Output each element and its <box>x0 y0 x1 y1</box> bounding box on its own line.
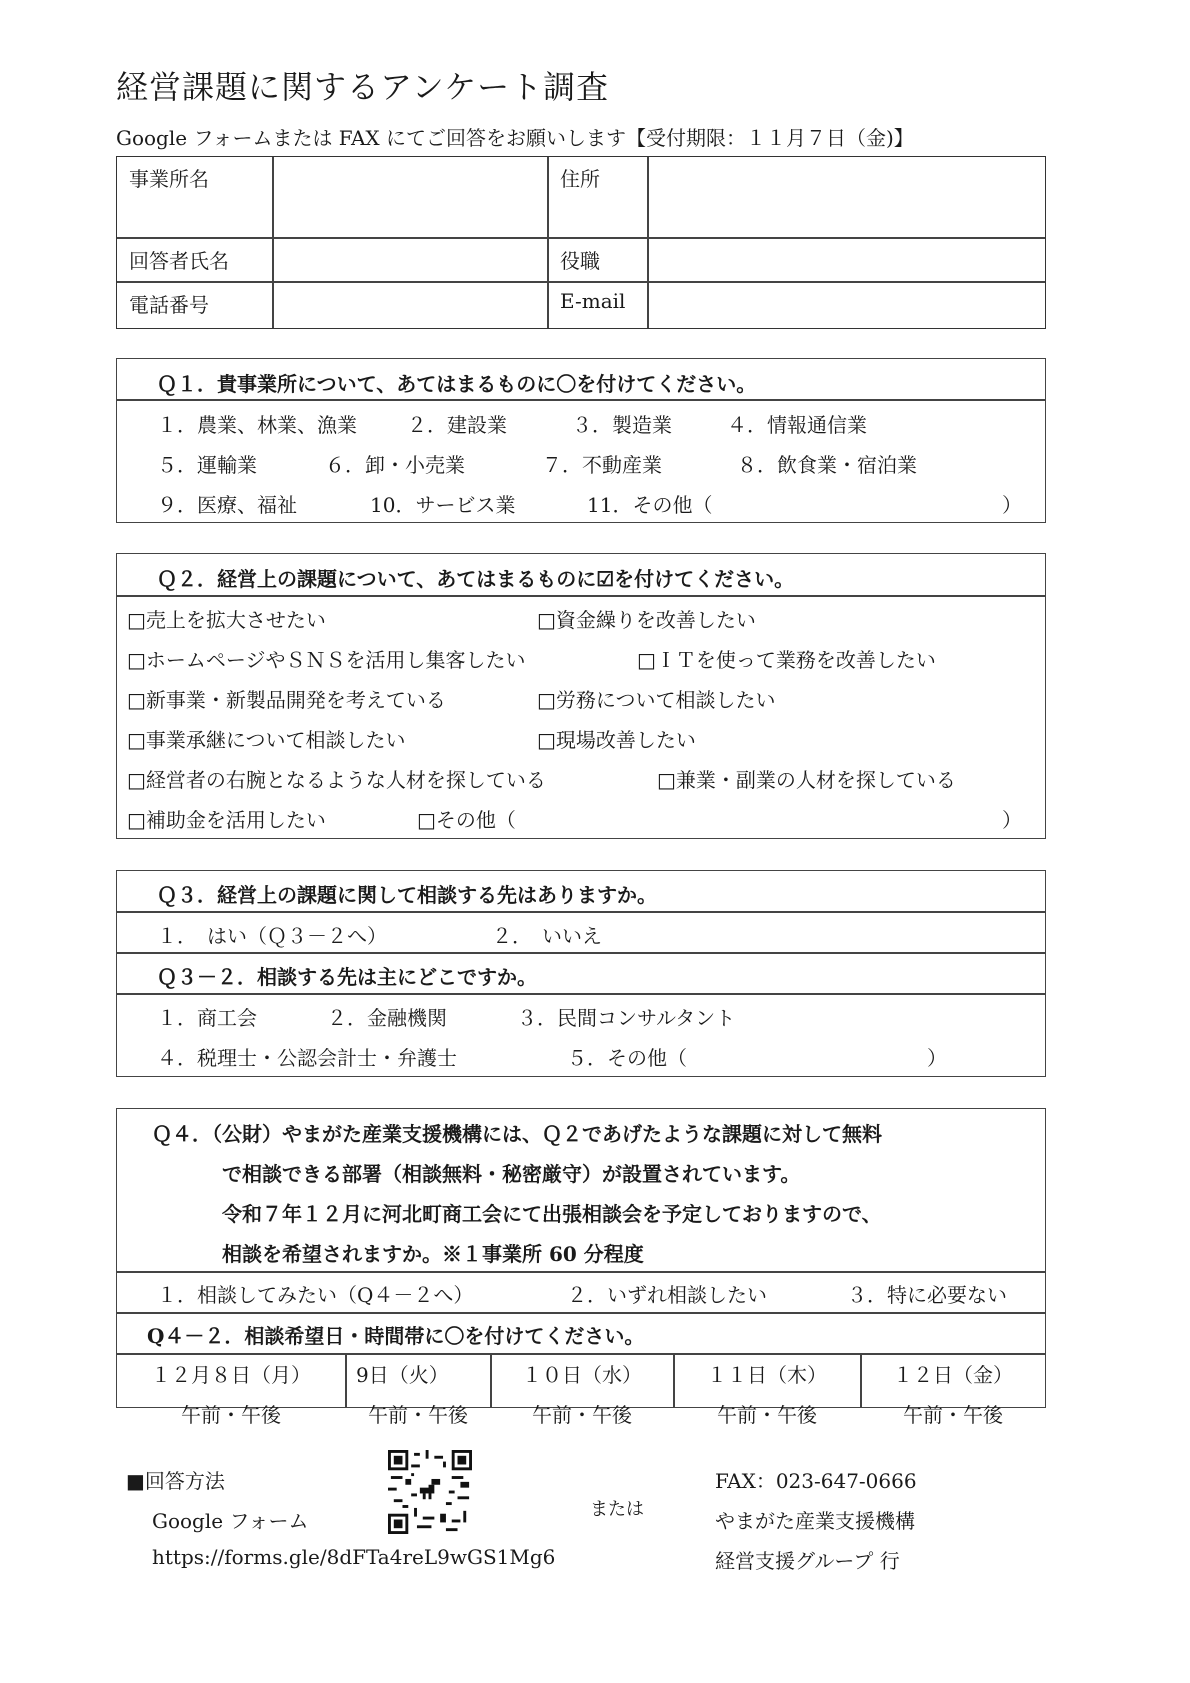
time-slot-cell[interactable]: 午前・午後 <box>532 1403 632 1427</box>
divider <box>117 399 1045 401</box>
business-name-field[interactable] <box>273 157 547 237</box>
q3-option-yes[interactable]: １． はい（Ｑ３－２へ） <box>157 924 387 948</box>
q3-option-no[interactable]: ２． いいえ <box>492 924 602 948</box>
q1-option[interactable]: 10．サービス業 <box>370 493 516 517</box>
q4-heading-line: Ｑ４．（公財）やまがた産業支援機構には、Ｑ２であげたような課題に対して無料 <box>152 1122 882 1146</box>
position-field[interactable] <box>648 239 1045 281</box>
q1-option[interactable]: ８．飲食業・宿泊業 <box>737 453 917 477</box>
address-label: 住所 <box>560 167 600 191</box>
q1-option[interactable]: ４．情報通信業 <box>727 413 867 437</box>
q2-checkbox-option[interactable]: □ＩＴを使って業務を改善したい <box>637 648 936 672</box>
q1-option[interactable]: ６．卸・小売業 <box>325 453 465 477</box>
q1-option[interactable]: ９．医療、福祉 <box>157 493 297 517</box>
date-cell: １１日（木） <box>707 1363 827 1387</box>
qr-code-icon[interactable] <box>388 1450 472 1534</box>
email-label: E-mail <box>560 289 626 313</box>
page-subtitle: Google フォームまたは FAX にてご回答をお願いします【受付期限：１１月７日（金)】 <box>116 126 914 150</box>
q2-box <box>116 553 1046 839</box>
fax-number: FAX：023-647-0666 <box>715 1469 917 1493</box>
q1-option[interactable]: ２．建設業 <box>407 413 507 437</box>
q3-2-heading: Ｑ３－２．相談する先は主にどこですか。 <box>157 965 537 989</box>
q1-option[interactable]: ３．製造業 <box>572 413 672 437</box>
date-cell: 9日（火） <box>356 1363 449 1387</box>
time-slot-cell[interactable]: 午前・午後 <box>368 1403 468 1427</box>
google-form-label: Google フォーム <box>152 1509 309 1533</box>
divider <box>117 911 1045 913</box>
respondent-name-field[interactable] <box>273 239 547 281</box>
q3-2-option[interactable]: ３．民間コンサルタント <box>517 1006 736 1030</box>
q4-heading-line: 令和７年１２月に河北町商工会にて出張相談会を予定しておりますので、 <box>222 1202 882 1226</box>
position-label: 役職 <box>560 249 600 273</box>
q2-checkbox-option[interactable]: □経営者の右腕となるような人材を探している <box>127 768 546 792</box>
q4-2-heading: Q４－２．相談希望日・時間帯に〇を付けてください。 <box>147 1324 645 1348</box>
q4-heading-line: 相談を希望されますか。※１事業所 60 分程度 <box>222 1242 644 1266</box>
q1-other-close: ） <box>1002 493 1022 517</box>
time-slot-cell[interactable]: 午前・午後 <box>717 1403 817 1427</box>
date-cell: １２月８日（月） <box>151 1363 311 1387</box>
q2-checkbox-option[interactable]: □ホームページやＳＮＳを活用し集客したい <box>127 648 526 672</box>
date-cell: １０日（水） <box>522 1363 642 1387</box>
q2-checkbox-option[interactable]: □売上を拡大させたい <box>127 608 326 632</box>
q3-2-other-close: ） <box>927 1046 947 1070</box>
divider <box>117 952 1045 954</box>
time-slot-cell[interactable]: 午前・午後 <box>903 1403 1003 1427</box>
phone-label: 電話番号 <box>129 293 209 317</box>
department-name: 経営支援グループ 行 <box>715 1549 900 1573</box>
divider <box>117 595 1045 597</box>
q4-box <box>116 1108 1046 1427</box>
q2-checkbox-option[interactable]: □補助金を活用したい <box>127 808 326 832</box>
divider <box>117 1312 1045 1314</box>
date-cell: １２日（金） <box>893 1363 1013 1387</box>
divider <box>117 1353 1045 1355</box>
business-name-label: 事業所名 <box>129 167 209 191</box>
q3-2-option-other[interactable]: ５．その他（ <box>567 1046 687 1070</box>
time-slot-cell[interactable]: 午前・午後 <box>181 1403 281 1427</box>
q4-heading-line: で相談できる部署（相談無料・秘密厳守）が設置されています。 <box>222 1162 801 1186</box>
q3-2-option[interactable]: １．商工会 <box>157 1006 257 1030</box>
form-url-link[interactable]: https://forms.gle/8dFTa4reL9wGS1Mg6 <box>152 1545 556 1569</box>
phone-field[interactable] <box>273 283 547 328</box>
divider <box>117 993 1045 995</box>
q4-option[interactable]: ３．特に必要ない <box>847 1283 1007 1307</box>
page-title: 経営課題に関するアンケート調査 <box>116 68 610 106</box>
or-label: または <box>590 1499 644 1520</box>
q3-box <box>116 870 1046 1077</box>
q3-2-option[interactable]: ４．税理士・公認会計士・弁護士 <box>157 1046 457 1070</box>
q4-option[interactable]: ２．いずれ相談したい <box>567 1283 767 1307</box>
q2-checkbox-option[interactable]: □新事業・新製品開発を考えている <box>127 688 446 712</box>
response-method-heading: ■回答方法 <box>126 1469 225 1493</box>
respondent-name-label: 回答者氏名 <box>129 249 229 273</box>
q2-checkbox-option[interactable]: □資金繰りを改善したい <box>537 608 756 632</box>
q2-checkbox-option[interactable]: □事業承継について相談したい <box>127 728 406 752</box>
email-field[interactable] <box>648 283 1045 328</box>
divider <box>117 1271 1045 1273</box>
q1-heading: Ｑ１．貴事業所について、あてはまるものに〇を付けてください。 <box>157 372 757 396</box>
q4-option[interactable]: １．相談してみたい（Q４－２へ） <box>157 1283 474 1307</box>
address-field[interactable] <box>648 157 1045 237</box>
q2-other-close: ） <box>1002 808 1022 832</box>
contact-info-table <box>116 156 1046 329</box>
q1-option[interactable]: ７．不動産業 <box>542 453 662 477</box>
organization-name: やまがた産業支援機構 <box>715 1509 915 1533</box>
q1-box <box>116 358 1046 523</box>
q1-option-other[interactable]: 11．その他（ <box>587 493 713 517</box>
q2-checkbox-option-other[interactable]: □その他（ <box>417 808 516 832</box>
q2-heading: Ｑ２．経営上の課題について、あてはまるものに☑を付けてください。 <box>157 567 795 591</box>
q2-checkbox-option[interactable]: □現場改善したい <box>537 728 696 752</box>
q1-option[interactable]: １．農業、林業、漁業 <box>157 413 357 437</box>
q2-checkbox-option[interactable]: □労務について相談したい <box>537 688 776 712</box>
q3-2-option[interactable]: ２．金融機関 <box>327 1006 447 1030</box>
q2-checkbox-option[interactable]: □兼業・副業の人材を探している <box>657 768 956 792</box>
q1-option[interactable]: ５．運輸業 <box>157 453 257 477</box>
q3-heading: Ｑ３．経営上の課題に関して相談する先はありますか。 <box>157 883 657 907</box>
